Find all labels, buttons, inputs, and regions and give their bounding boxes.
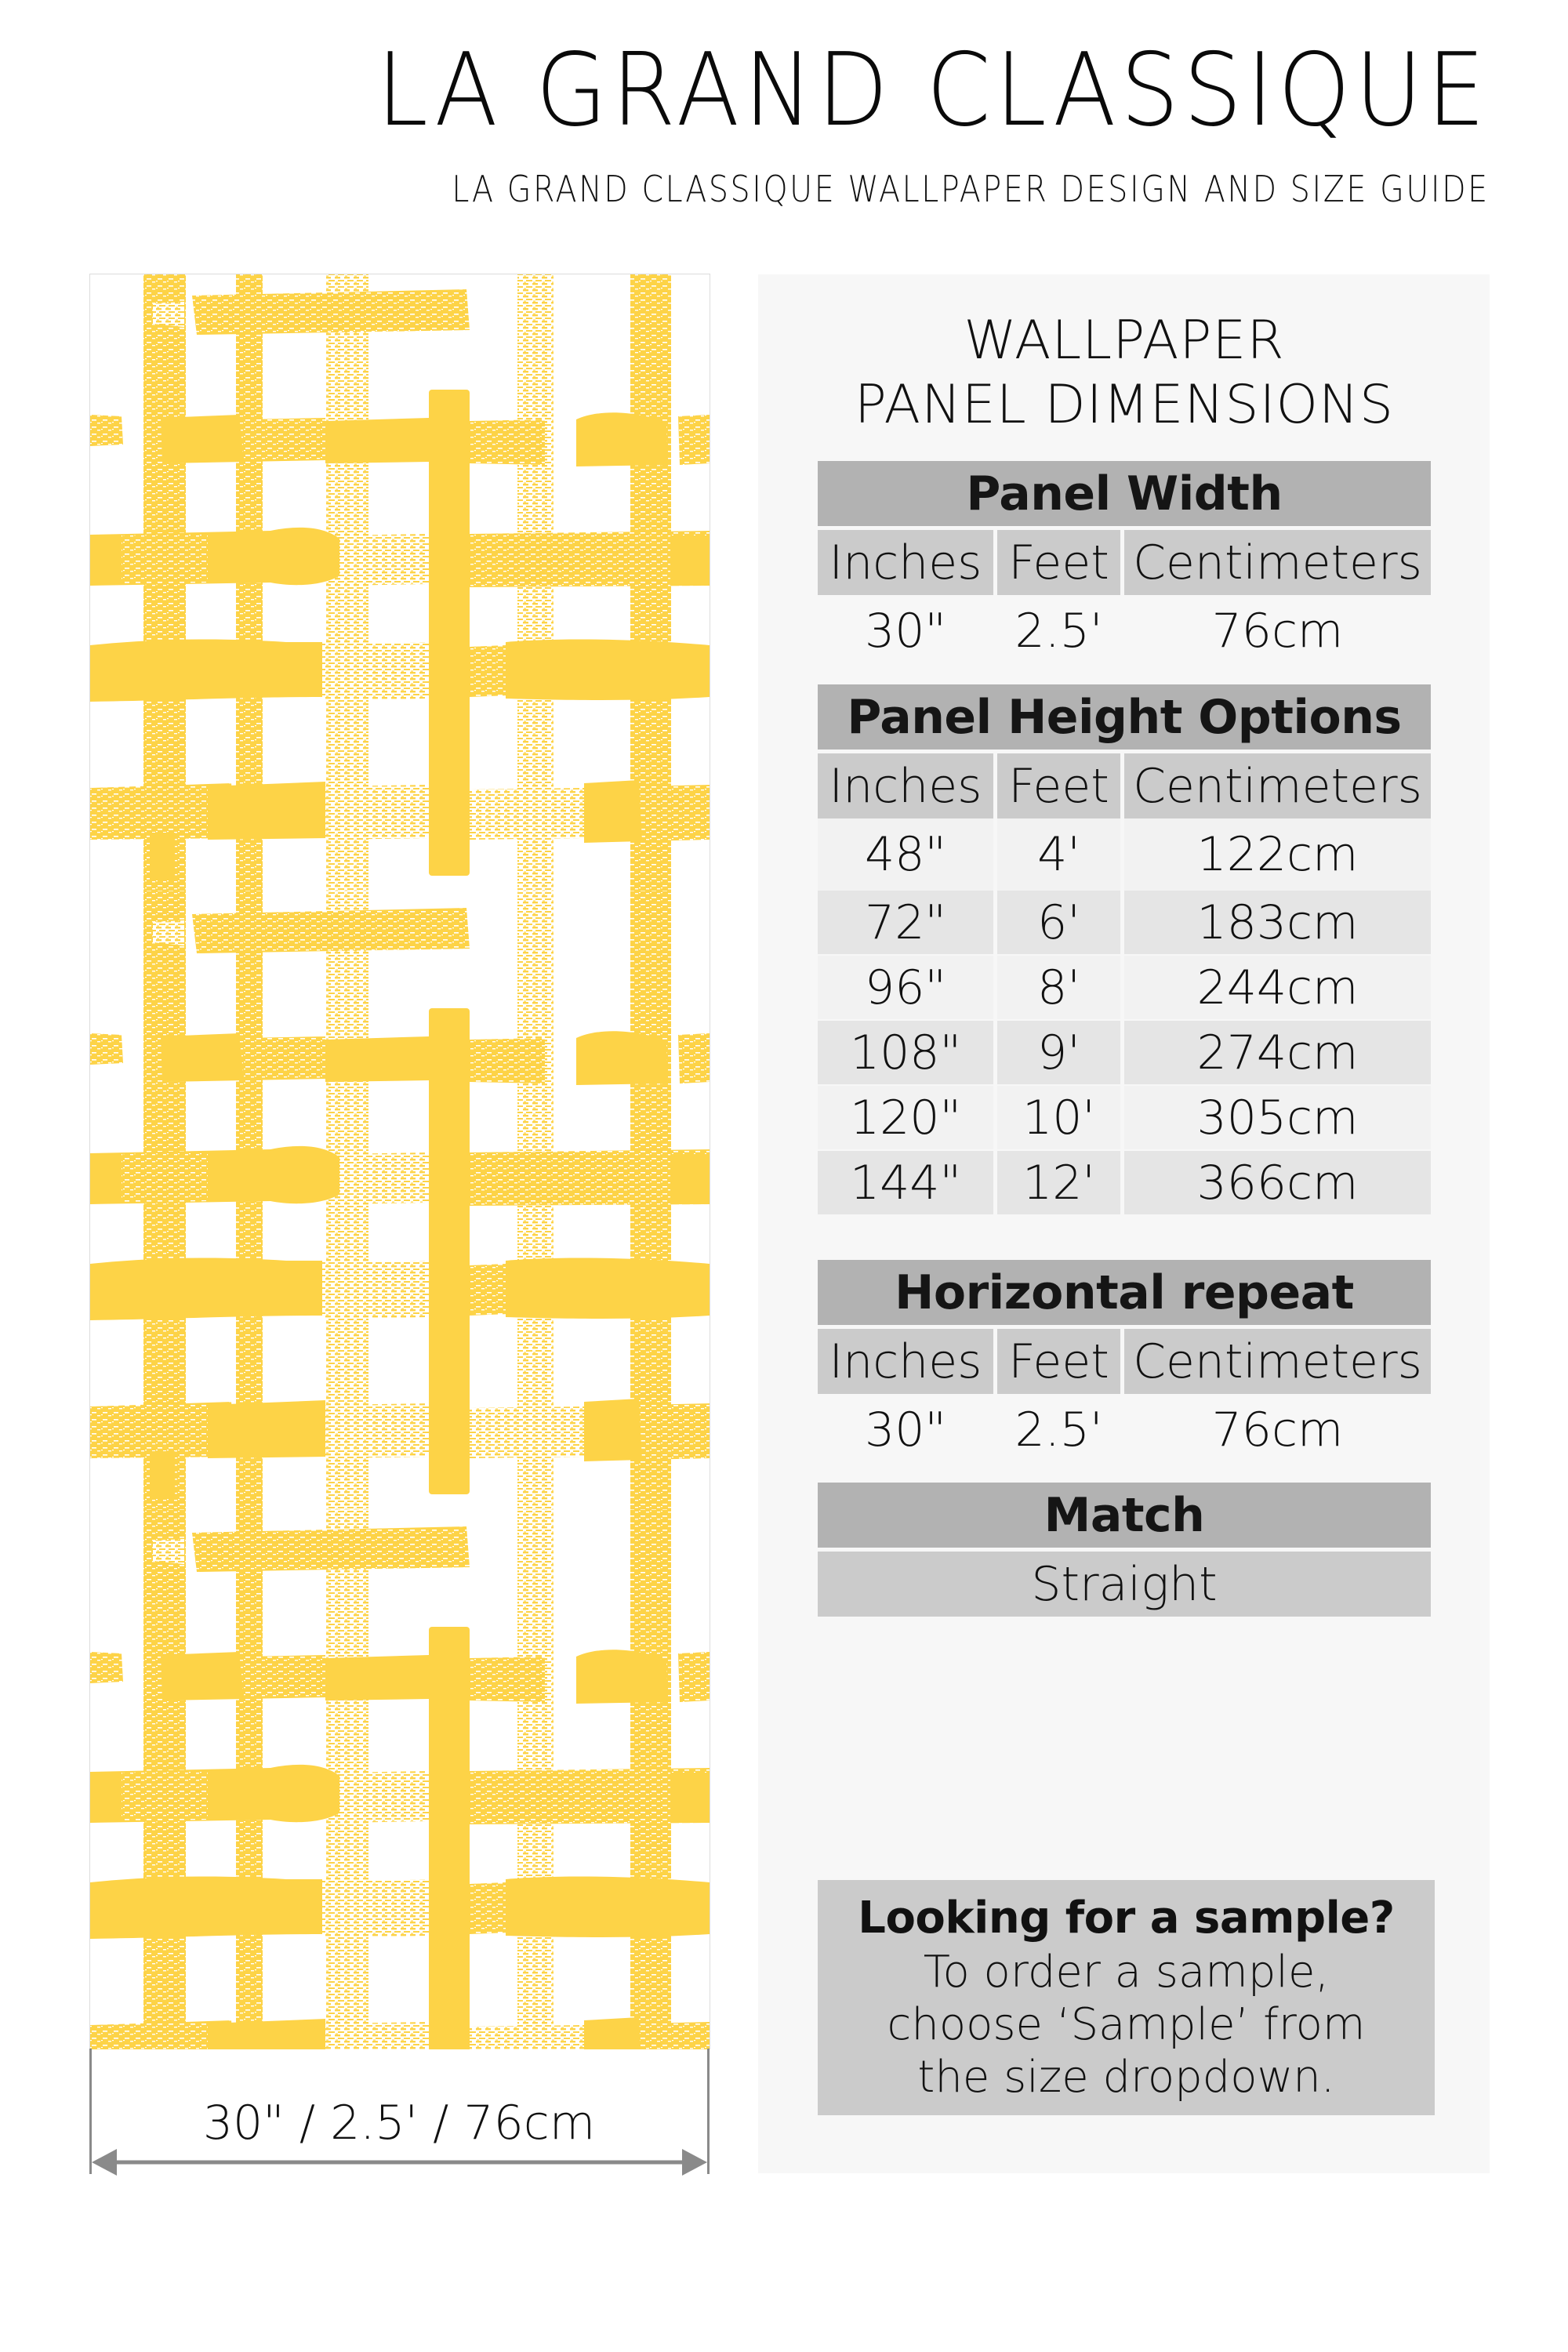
col-cm: Centimeters [1124,1329,1431,1394]
col-inches: Inches [818,530,993,595]
height-cm: 305cm [1124,1086,1431,1149]
panel-width-table [818,461,1431,667]
height-feet: 9' [997,1021,1120,1084]
brand-title: LA GRAND CLASSIQUE [376,32,1490,149]
info-heading-line2: PANEL DIMENSIONS [854,374,1395,436]
height-cm: 183cm [1124,891,1431,954]
horizontal-repeat-values [818,1394,1431,1466]
col-feet: Feet [997,530,1120,595]
panel-dimensions-info [758,274,1490,2173]
value-feet: 2.5' [1014,1403,1103,1457]
sample-title: Looking for a sample? [858,1893,1395,1944]
height-row [818,1086,1431,1149]
panel-width-label: 30" / 2.5' / 76cm [202,2096,596,2151]
col-feet: Feet [997,1329,1120,1394]
value-feet: 2.5' [1014,604,1103,659]
height-inches: 108" [818,1021,993,1084]
panel-height-column-headers [818,753,1431,818]
info-heading [818,309,1431,437]
col-inches: Inches [818,1329,993,1394]
height-row [818,891,1431,954]
height-inches: 144" [818,1151,993,1214]
match-value-row [818,1552,1431,1617]
height-row [818,1151,1431,1214]
panel-height-table [818,684,1431,1214]
height-inches: 120" [818,1086,993,1149]
height-row [818,818,1431,891]
height-inches: 72" [818,891,993,954]
value-inches: 30" [865,604,946,659]
panel-width-header: Panel Width [818,461,1431,526]
double-arrow-icon [92,2149,707,2176]
height-cm: 274cm [1124,1021,1431,1084]
col-cm: Centimeters [1124,530,1431,595]
match-header: Match [818,1483,1431,1548]
height-cm: 122cm [1124,818,1431,891]
horizontal-repeat-header: Horizontal repeat [818,1260,1431,1325]
height-feet: 4' [997,818,1120,891]
col-inches: Inches [818,753,993,818]
sample-text-line2: choose ‘Sample’ from [887,1999,1366,2050]
height-feet: 8' [997,956,1120,1019]
wallpaper-pattern-preview [89,274,710,2049]
height-feet: 12' [997,1151,1120,1214]
value-inches: 30" [865,1403,946,1457]
height-cm: 244cm [1124,956,1431,1019]
horizontal-repeat-table [818,1260,1431,1466]
sample-info-box [818,1880,1435,2115]
height-row [818,956,1431,1019]
col-cm: Centimeters [1124,753,1431,818]
value-cm: 76cm [1211,1403,1344,1457]
info-heading-line1: WALLPAPER [964,310,1285,372]
sample-text-line3: the size dropdown. [917,2052,1335,2103]
height-feet: 10' [997,1086,1120,1149]
plaid-pattern-graphic [90,274,710,2049]
sample-text-line1: To order a sample, [923,1947,1330,1998]
brand-subtitle: LA GRAND CLASSIQUE WALLPAPER DESIGN AND SIZE GUIDE [452,168,1490,210]
height-feet: 6' [997,891,1120,954]
panel-width-column-headers [818,530,1431,595]
panel-height-header: Panel Height Options [818,684,1431,750]
match-table [818,1483,1431,1617]
match-value: Straight [818,1552,1431,1617]
height-inches: 48" [818,818,993,891]
height-inches: 96" [818,956,993,1019]
value-cm: 76cm [1211,604,1344,659]
horizontal-repeat-column-headers [818,1329,1431,1394]
height-cm: 366cm [1124,1151,1431,1214]
col-feet: Feet [997,753,1120,818]
panel-width-values [818,595,1431,667]
height-row [818,1021,1431,1084]
